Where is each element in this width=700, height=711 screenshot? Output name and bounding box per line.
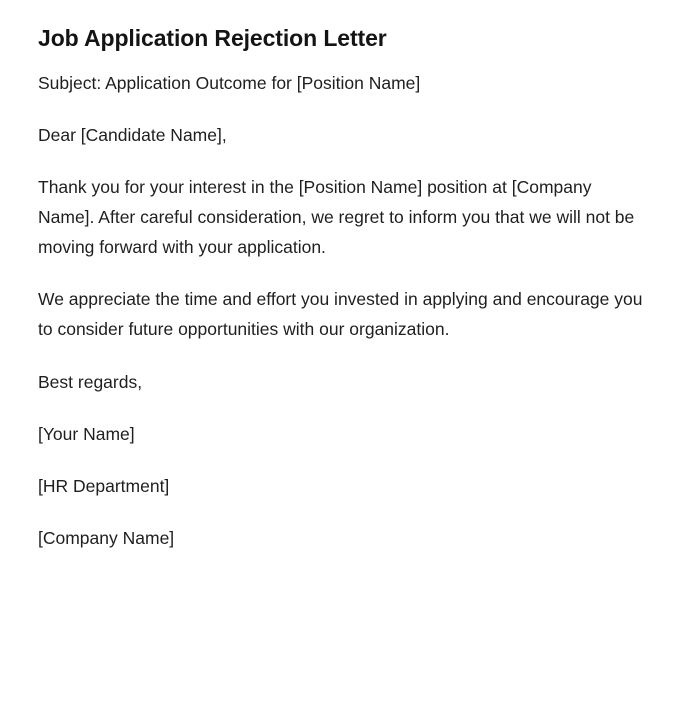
letter-closing: Best regards, [38,371,143,392]
letter-subject-line: Subject: Application Outcome for [Position Name] [38,72,421,93]
letter-signature-company: [Company Name] [38,527,175,548]
letter-body-paragraph-1: Thank you for your interest in the [Position Name] position at [Company Name]. After careful consideration, we regret to inform you that we will not be moving forward with your application. [38,177,635,258]
page-title: Job Application Rejection Letter [38,25,387,51]
letter-signature-department: [HR Department] [38,475,170,496]
letter-body-paragraph-2: We appreciate the time and effort you invested in applying and encourage you to consider future opportunities with our organization. [38,289,643,340]
letter-signature-name: [Your Name] [38,423,135,444]
letter-salutation: Dear [Candidate Name], [38,124,227,145]
